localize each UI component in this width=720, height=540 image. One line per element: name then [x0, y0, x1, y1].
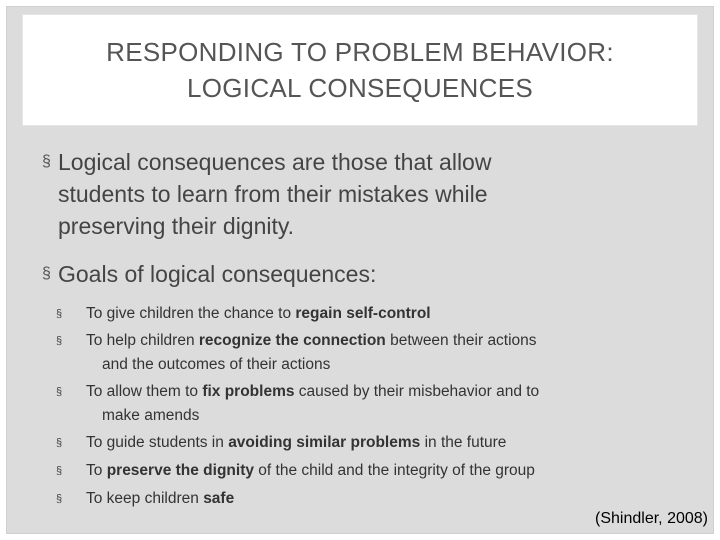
goal-item: [56, 431, 656, 455]
sub-bullet-marker: §: [56, 386, 63, 398]
slide-title-line-1: RESPONDING TO PROBLEM BEHAVIOR:: [106, 37, 614, 67]
bullet-text-line: preserving their dignity.: [58, 213, 295, 239]
sub-bullet-marker: §: [56, 493, 63, 505]
goal-text: To give children the chance to regain self-control: [86, 305, 431, 322]
sub-bullet-marker: §: [56, 335, 63, 347]
bullet-definition: [42, 146, 662, 242]
goal-emphasis: recognize the connection: [198, 332, 386, 349]
goal-item: [56, 302, 656, 326]
bullet-marker: §: [42, 153, 51, 170]
bullet-text-line: Goals of logical consequences:: [58, 261, 377, 287]
goal-emphasis: regain self-control: [295, 305, 431, 322]
bullet-text-line: Logical consequences are those that allow: [58, 149, 492, 175]
goal-emphasis: avoiding similar problems: [228, 434, 421, 451]
goal-text: To guide students in avoiding similar problems in the future: [86, 434, 507, 451]
goal-emphasis: fix problems: [202, 383, 295, 400]
goal-text: To help children recognize the connection between their actions: [86, 332, 537, 349]
goal-text-continuation: and the outcomes of their actions: [102, 356, 331, 373]
goal-emphasis: safe: [203, 490, 235, 507]
sub-bullet-marker: §: [56, 308, 63, 320]
citation: (Shindler, 2008): [595, 510, 708, 527]
goal-text: To allow them to fix problems caused by their misbehavior and to: [86, 383, 540, 400]
goal-item: [56, 380, 656, 428]
bullet-marker: §: [42, 265, 51, 282]
bullet-text-line: students to learn from their mistakes while: [58, 181, 488, 207]
goal-item: [56, 329, 656, 377]
goal-item: [56, 459, 656, 483]
goal-text-continuation: make amends: [102, 407, 200, 424]
bullet-goals-heading: [42, 258, 662, 290]
sub-bullet-marker: §: [56, 437, 63, 449]
goal-item: [56, 487, 656, 511]
sub-bullet-marker: §: [56, 465, 63, 477]
goal-text: To preserve the dignity of the child and the integrity of the group: [86, 462, 535, 479]
slide-title-line-2: LOGICAL CONSEQUENCES: [186, 73, 533, 103]
goal-text: To keep children safe: [86, 490, 235, 507]
goal-emphasis: preserve the dignity: [106, 462, 254, 479]
